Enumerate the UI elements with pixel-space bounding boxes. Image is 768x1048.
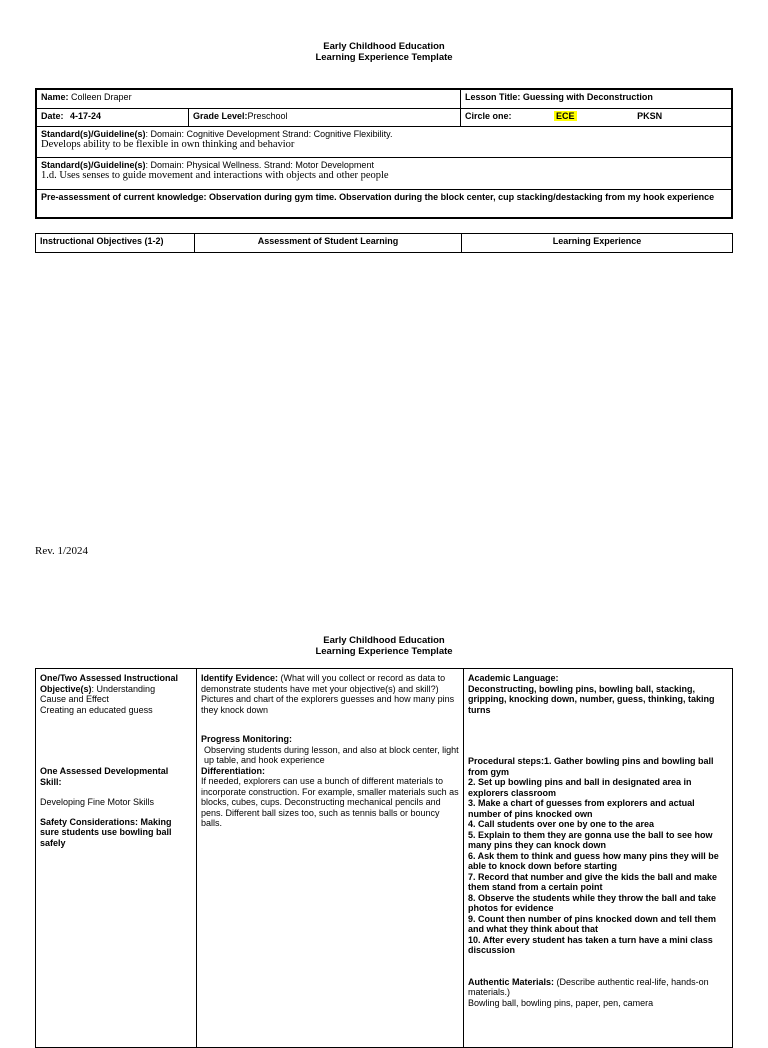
lesson-title-label: Lesson Title: <box>465 92 521 102</box>
assessment-column <box>197 669 464 1048</box>
col-instructional-objectives: Instructional Objectives (1-2) <box>36 234 195 253</box>
objectives-column <box>36 669 197 1048</box>
title-line-1: Early Childhood Education <box>323 41 445 52</box>
evidence-block <box>201 673 459 694</box>
info-table <box>35 88 733 219</box>
circle-option-ece[interactable]: ECE <box>556 110 575 121</box>
progress-label: Progress Monitoring: <box>201 734 293 744</box>
differentiation-value: If needed, explorers can use a bunch of different materials to incorporate construction. For example, smaller materials such as blocks, cubes, cups. Deconstructing mechanical pencils and pens. Different ball sizes too, such as tennis balls or bouncy balls. <box>201 776 459 828</box>
standard-1-label: Standard(s)/Guideline(s) <box>41 128 146 139</box>
col-assessment: Assessment of Student Learning <box>195 234 462 253</box>
grade-value: Preschool <box>247 110 288 121</box>
academic-language-label: Academic Language: <box>468 673 559 683</box>
evidence-label: Identify Evidence: <box>201 673 279 683</box>
procedural-step: 3. Make a chart of guesses from explorers and actual number of pins knocked own <box>468 798 695 819</box>
title-line-2: Learning Experience Template <box>315 646 453 657</box>
name-value: Colleen Draper <box>71 92 132 102</box>
standard-2-text: : Domain: Physical Wellness. Strand: Motor Development <box>145 159 374 170</box>
lesson-title-cell <box>461 89 733 108</box>
objectives-line-2: Cause and Effect <box>40 694 109 704</box>
materials-label: Authentic Materials: <box>468 976 555 987</box>
objectives-text: : Understanding <box>91 683 156 694</box>
dev-skill-value: Developing Fine Motor Skills <box>40 797 155 807</box>
procedural-step: 5. Explain to them they are gonna use the ball to see how many pins they can knock down <box>468 829 713 850</box>
procedural-step: 9. Count then number of pins knocked down and tell them and what they think about that <box>468 913 717 934</box>
page-title <box>0 41 768 63</box>
name-label: Name: <box>41 92 69 102</box>
preassessment-text: Pre-assessment of current knowledge: Observation during gym time. Observation during the block center, cup stacking/destacking from my hook experience <box>41 191 715 202</box>
evidence-value: Pictures and chart of the explorers guesses and how many pins they knock down <box>201 694 455 715</box>
date-label: Date: <box>41 110 64 121</box>
standard-2-detail: 1.d. Uses senses to guide movement and interactions with objects and other people <box>41 170 389 181</box>
date-value: 4-17-24 <box>70 110 102 121</box>
procedural-step: 2. Set up bowling pins and ball in designated area in explorers classroom <box>468 777 692 798</box>
procedural-step: 6. Ask them to think and guess how many pins they will be able to knock down before starting <box>468 850 719 871</box>
standard-2-label: Standard(s)/Guideline(s) <box>41 159 146 170</box>
revision-label: Rev. 1/2024 <box>35 545 89 557</box>
learning-experience-column <box>464 669 733 1048</box>
procedural-step: 10. After every student has taken a turn have a mini class discussion <box>468 934 713 955</box>
evidence-prompt: (What will you collect or record as data to demonstrate students have met your objective(s) and skill?) <box>201 673 446 694</box>
standard-1-detail: Develops ability to be flexible in own thinking and behavior <box>41 139 295 150</box>
col-learning-experience: Learning Experience <box>462 234 733 253</box>
procedural-step: 4. Call students over one by one to the area <box>468 819 655 829</box>
procedural-step: 7. Record that number and give the kids the ball and make them stand from a certain point <box>468 871 718 892</box>
circle-cell <box>461 108 733 126</box>
title-line-2: Learning Experience Template <box>315 52 453 63</box>
materials-prompt: (Describe authentic real-life, hands-on materials.) <box>468 976 709 997</box>
standard-1-text: : Domain: Cognitive Development Strand: Cognitive Flexibility. <box>145 128 393 139</box>
title-line-1: Early Childhood Education <box>323 635 445 646</box>
circle-option-pksn[interactable]: PKSN <box>637 110 663 121</box>
materials-value: Bowling ball, bowling pins, paper, pen, camera <box>468 997 654 1008</box>
objectives-label: One/Two Assessed Instructional Objective(s) <box>40 673 179 694</box>
date-cell <box>36 108 189 126</box>
differentiation-label: Differentiation: <box>201 765 265 776</box>
lesson-plan-table <box>35 668 733 1048</box>
standard-2-cell <box>36 157 732 189</box>
safety-considerations: Safety Considerations: Making sure students use bowling ball safely <box>40 816 172 848</box>
dev-skill-label: One Assessed Developmental Skill: <box>40 766 169 787</box>
circle-label: Circle one: <box>465 110 512 121</box>
procedural-step: 8. Observe the students while they throw the ball and take photos for evidence <box>468 892 717 913</box>
standard-1-cell <box>36 126 732 157</box>
preassessment-cell <box>36 189 732 218</box>
columns-header-table <box>35 233 733 253</box>
procedural-step: Procedural steps:1. Gather bowling pins and bowling ball from gym <box>468 756 714 777</box>
progress-value: Observing students during lesson, and also at block center, light up table, and hook experience <box>204 744 459 765</box>
objectives-line-3: Creating an educated guess <box>40 704 153 715</box>
lesson-title-value: Guessing with Deconstruction <box>522 92 653 102</box>
grade-cell <box>189 108 461 126</box>
authentic-materials-block <box>468 977 728 998</box>
page-2-title <box>0 635 768 657</box>
name-cell <box>36 89 461 108</box>
procedural-steps <box>468 756 728 956</box>
grade-label: Grade Level: <box>193 110 248 121</box>
objectives-block <box>40 673 192 694</box>
academic-language-value: Deconstructing, bowling pins, bowling ball, stacking, gripping, knocking down, number, guess, thinking, taking turns <box>468 683 715 715</box>
